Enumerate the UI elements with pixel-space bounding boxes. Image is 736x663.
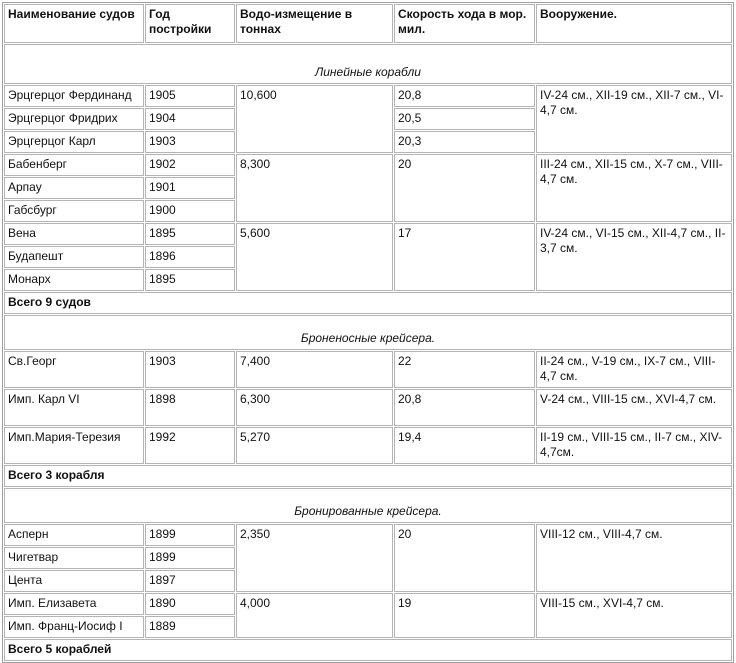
ship-year: 1896 — [145, 246, 235, 268]
table-row — [4, 85, 732, 107]
ship-name: Эрцгерцог Фридрих — [4, 108, 144, 130]
ship-year: 1895 — [145, 223, 235, 245]
ship-armament: VIII-15 см., XVI-4,7 см. — [536, 593, 732, 638]
total-protected-cruisers: Всего 5 кораблей — [4, 639, 732, 661]
total-row — [4, 465, 732, 487]
header-armament: Вооружение. — [536, 4, 732, 43]
ship-speed: 17 — [394, 223, 535, 291]
ship-year: 1899 — [145, 524, 235, 546]
ship-name: Св.Георг — [4, 351, 144, 388]
ship-name: Имп. Елизавета — [4, 593, 144, 615]
ship-armament: V-24 см., VIII-15 см., XVI-4,7 см. — [536, 389, 732, 426]
total-row — [4, 639, 732, 661]
ship-year: 1904 — [145, 108, 235, 130]
ship-speed: 19,4 — [394, 427, 535, 464]
table-row — [4, 524, 732, 546]
ship-year: 1900 — [145, 200, 235, 222]
ship-year: 1902 — [145, 154, 235, 176]
ship-displacement: 5,270 — [236, 427, 393, 464]
ship-name: Габсбург — [4, 200, 144, 222]
ship-displacement: 7,400 — [236, 351, 393, 388]
section-row — [4, 488, 732, 523]
ship-name: Имп.Мария-Терезия — [4, 427, 144, 464]
ship-year: 1898 — [145, 389, 235, 426]
section-title-armored-cruisers: Броненосные крейсера. — [4, 315, 732, 350]
ship-name: Арпау — [4, 177, 144, 199]
ship-name: Чигетвар — [4, 547, 144, 569]
ships-table — [2, 2, 734, 663]
total-armored-cruisers: Всего 3 корабля — [4, 465, 732, 487]
ship-speed: 20,3 — [394, 131, 535, 153]
header-speed: Скорость хода в мор. мил. — [394, 4, 535, 43]
ship-displacement: 2,350 — [236, 524, 393, 592]
section-title-battleships: Линейные корабли — [4, 44, 732, 84]
ship-year: 1905 — [145, 85, 235, 107]
ship-speed: 20,8 — [394, 389, 535, 426]
ship-displacement: 6,300 — [236, 389, 393, 426]
ship-speed: 19 — [394, 593, 535, 638]
ship-displacement: 8,300 — [236, 154, 393, 222]
ship-name: Имп. Карл VI — [4, 389, 144, 426]
ship-speed: 20 — [394, 524, 535, 592]
ship-year: 1889 — [145, 616, 235, 638]
ship-year: 1992 — [145, 427, 235, 464]
ship-displacement: 10,600 — [236, 85, 393, 153]
total-battleships: Всего 9 судов — [4, 292, 732, 314]
ship-year: 1903 — [145, 351, 235, 388]
total-row — [4, 292, 732, 314]
header-year: Год постройки — [145, 4, 235, 43]
ship-armament: IV-24 см., VI-15 см., XII-4,7 см., II-3,7 см. — [536, 223, 732, 291]
ship-name: Монарх — [4, 269, 144, 291]
ship-armament: VIII-12 см., VIII-4,7 см. — [536, 524, 732, 592]
table-row — [4, 593, 732, 615]
ship-armament: II-19 см., VIII-15 см., II-7 см., XIV-4,7см. — [536, 427, 732, 464]
ship-year: 1890 — [145, 593, 235, 615]
header-name: Наименование судов — [4, 4, 144, 43]
header-displacement: Водо-измещение в тоннах — [236, 4, 393, 43]
ship-year: 1903 — [145, 131, 235, 153]
ship-name: Имп. Франц-Иосиф I — [4, 616, 144, 638]
ship-name: Вена — [4, 223, 144, 245]
ship-displacement: 4,000 — [236, 593, 393, 638]
ship-name: Эрцгерцог Фердинанд — [4, 85, 144, 107]
ship-speed: 20,8 — [394, 85, 535, 107]
ship-year: 1895 — [145, 269, 235, 291]
ship-speed: 20 — [394, 154, 535, 222]
table-row — [4, 427, 732, 464]
table-row — [4, 154, 732, 176]
ship-armament: IV-24 см., XII-19 см., XII-7 см., VI-4,7 см. — [536, 85, 732, 153]
ship-speed: 20,5 — [394, 108, 535, 130]
header-row — [4, 4, 732, 43]
ship-name: Асперн — [4, 524, 144, 546]
ship-name: Цента — [4, 570, 144, 592]
table-row — [4, 351, 732, 388]
ship-name: Бабенберг — [4, 154, 144, 176]
ship-name: Будапешт — [4, 246, 144, 268]
ship-year: 1899 — [145, 547, 235, 569]
table-row — [4, 389, 732, 426]
section-row — [4, 44, 732, 84]
section-row — [4, 315, 732, 350]
section-title-protected-cruisers: Бронированные крейсера. — [4, 488, 732, 523]
table-row — [4, 223, 732, 245]
ship-year: 1901 — [145, 177, 235, 199]
ship-year: 1897 — [145, 570, 235, 592]
ship-speed: 22 — [394, 351, 535, 388]
ship-name: Эрцгерцог Карл — [4, 131, 144, 153]
ship-armament: III-24 см., XII-15 см., X-7 см., VIII-4,7 см. — [536, 154, 732, 222]
ship-displacement: 5,600 — [236, 223, 393, 291]
ship-armament: II-24 см., V-19 см., IX-7 см., VIII-4,7 см. — [536, 351, 732, 388]
